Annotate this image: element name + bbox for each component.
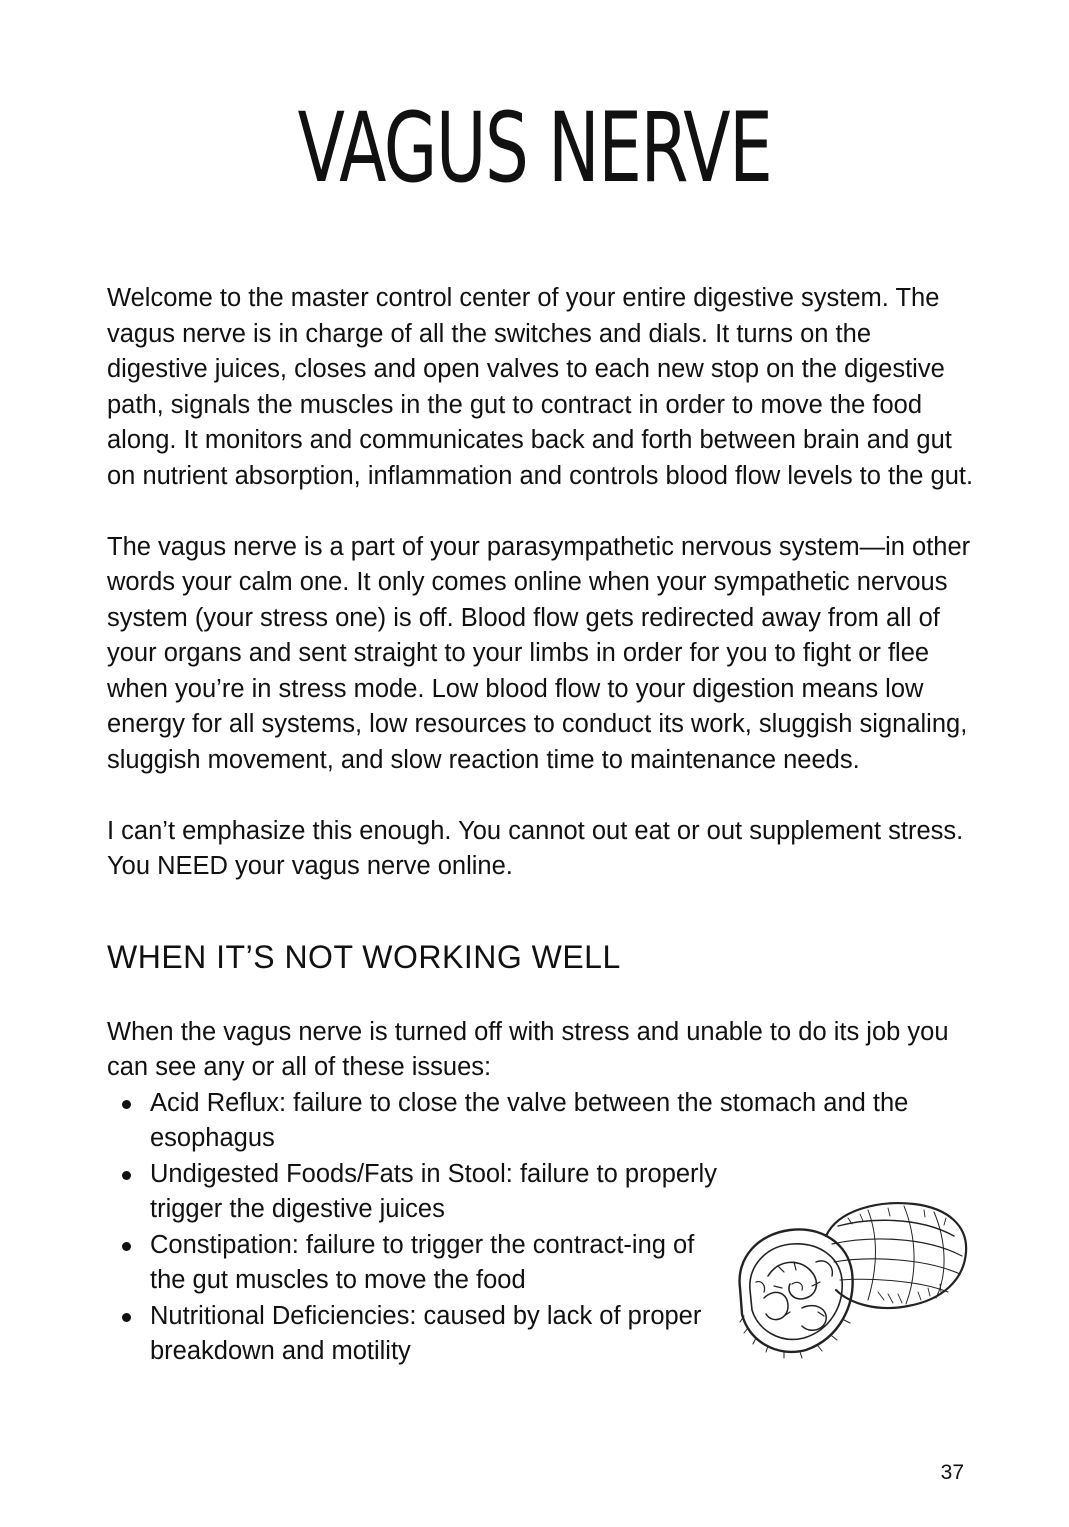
page-number: 37 <box>940 1461 964 1484</box>
paragraph-emphasis: I can’t emphasize this enough. You cannot out eat or out supplement stress. You NEED your vagus nerve online. <box>107 816 964 880</box>
list-item: Constipation: failure to trigger the contract-ing of the gut muscles to move the food <box>150 1228 710 1299</box>
paragraph-parasympathetic: The vagus nerve is a part of your parasympathetic nervous system—in other words your calm one. It only comes online when your sympathetic nervous system (your stress one) is off. Blood flow gets redirected away from all of your organs and sent straight to your limbs in order for you to fight or flee when you’re in stress mode. Low blood flow to your digestion means low energy for all systems, low resources to conduct its work, sluggish signaling, sluggish movement, and slow reaction time to maintenance needs. <box>107 532 971 774</box>
page-title: VAGUS NERVE <box>297 92 772 204</box>
walnut-sketch-icon <box>728 1196 974 1366</box>
paragraph-intro: Welcome to the master control center of your entire digestive system. The vagus nerve is in charge of all the switches and dials. It turns on the digestive juices, closes and open valves to each new stop on the digestive path, signals the muscles in the gut to contract in order to move the food along. It monitors and communicates back and forth between brain and gut on nutrient absorption, inflammation and controls blood flow levels to the gut. <box>107 284 974 490</box>
list-intro: When the vagus nerve is turned off with stress and unable to do its job you can see any or all of these issues: <box>107 1017 949 1081</box>
list-item: Acid Reflux: failure to close the valve between the stomach and the esophagus <box>150 1086 977 1157</box>
list-item: Undigested Foods/Fats in Stool: failure to properly trigger the digestive juices <box>150 1157 790 1228</box>
section-heading: WHEN IT’S NOT WORKING WELL <box>107 938 621 975</box>
list-item: Nutritional Deficiencies: caused by lack of proper breakdown and motility <box>150 1299 790 1370</box>
